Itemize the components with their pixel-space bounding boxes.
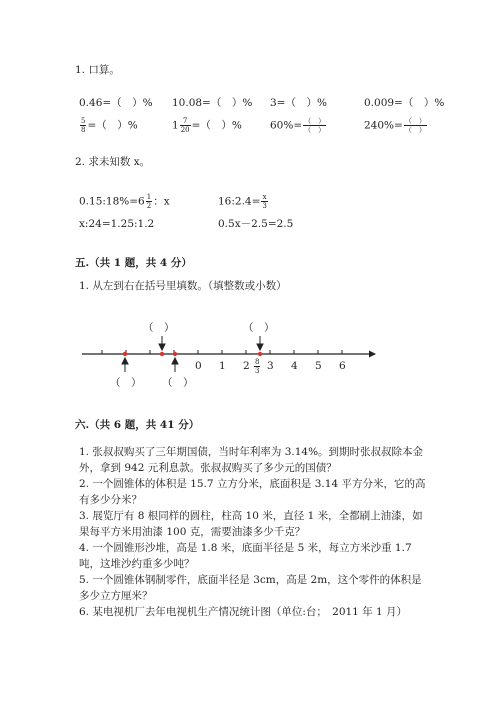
blank-upper-right: （ ）: [243, 322, 275, 334]
point-b: [160, 352, 164, 356]
fraction: $\frac{5}{8}$: [81, 117, 86, 134]
oral-calc-5: $\frac{5}{8}$ =（ ）%: [81, 117, 138, 134]
fraction: $\frac{8}{3}$: [255, 358, 260, 375]
oral-calc-7: 60%= $\frac{( )}{( )}$: [270, 117, 326, 134]
down-arrow-left: [159, 336, 165, 350]
point-d: [258, 352, 262, 356]
s5-question-1: 1. 从左到右在括号里填数。（填整数或小数）: [79, 280, 287, 292]
equation-4: 0.5x－2.5=2.5: [218, 218, 294, 230]
oral-calc-8: 240%= $\frac{( )}{( )}$: [364, 117, 426, 134]
equation-3: x:24=1.25:1.2: [79, 218, 155, 230]
equation-2: 16:2.4= $\frac{x}{3}$: [218, 193, 267, 210]
fraction: $\frac{( )}{( )}$: [404, 117, 426, 134]
blank-upper-left: （ ）: [143, 322, 175, 334]
tick-label-4: 4: [291, 360, 298, 372]
s6-question-5: 5. 一个圆锥体钢制零件，底面半径是 3cm，高是 2m，这个零件的体积是多少立方厘米？: [79, 574, 422, 602]
tick-label-5: 5: [315, 360, 322, 372]
oral-calc-4: 0.009=（ ）%: [364, 97, 445, 109]
fraction: $\frac{( )}{( )}$: [304, 117, 326, 134]
oral-calc-2: 10.08=（ ）%: [172, 97, 253, 109]
tick-label-1: 1: [219, 360, 226, 372]
blank-lower-right: （ ）: [162, 377, 194, 389]
oral-calc-1: 0.46=（ ）%: [79, 97, 153, 109]
up-arrow-right: [172, 358, 178, 372]
tick-label-6: 6: [339, 360, 346, 372]
number-line-arrowhead: [369, 351, 376, 358]
point-c: [173, 352, 177, 356]
oral-calc-3: 3=（ ）%: [270, 97, 327, 109]
blank-lower-left: （ ）: [110, 377, 142, 389]
section6-heading: 六.（共 6 题，共 41 分）: [75, 419, 200, 431]
down-arrow-right: [257, 336, 263, 350]
up-arrow-left: [122, 358, 128, 372]
fraction: $\frac{7}{20}$: [180, 117, 190, 134]
section1-title: 1. 口算。: [75, 64, 120, 76]
tick-label-0: 0: [195, 360, 202, 372]
fraction: $\frac{1}{2}$: [146, 193, 152, 210]
s6-question-4: 4. 一个圆锥形沙堆，高是 1.8 米，底面半径是 5 米，每立方米沙重 1.7 吨，这堆沙约重多少吨？: [79, 542, 412, 570]
fraction: $\frac{x}{3}$: [262, 193, 267, 210]
point-a: [123, 352, 127, 356]
s6-question-2: 2. 一个圆锥体的体积是 15.7 立方分米，底面积是 3.14 平方分米，它的高有多少分米？: [79, 478, 426, 506]
section5-heading: 五.（共 1 题，共 4 分）: [75, 257, 192, 269]
point-fraction-label: [253, 358, 261, 375]
oral-calc-6: 1 $\frac{7}{20}$ =（ ）%: [172, 117, 242, 134]
equation-1: 0.15:18%=6 $\frac{1}{2}$ ：x: [79, 193, 170, 210]
tick-label-2: 2: [243, 360, 250, 372]
tick-label-3: 3: [267, 360, 274, 372]
section2-title: 2. 求未知数 x。: [75, 156, 151, 168]
s6-question-1: 1. 张叔叔购买了三年期国债，当时年利率为 3.14%。到期时张叔叔除本金外，拿到 942 元利息款。张叔叔购买了多少元的国债？: [79, 446, 424, 474]
s6-question-3: 3. 展览厅有 8 根同样的圆柱，柱高 10 米，直径 1 米，全都刷上油漆，如果每平方米用油漆 100 克，需要油漆多少千克？: [79, 510, 423, 538]
s6-question-6: 6. 某电视机厂去年电视机生产情况统计图（单位:台； 2011 年 1 月）: [79, 606, 408, 618]
